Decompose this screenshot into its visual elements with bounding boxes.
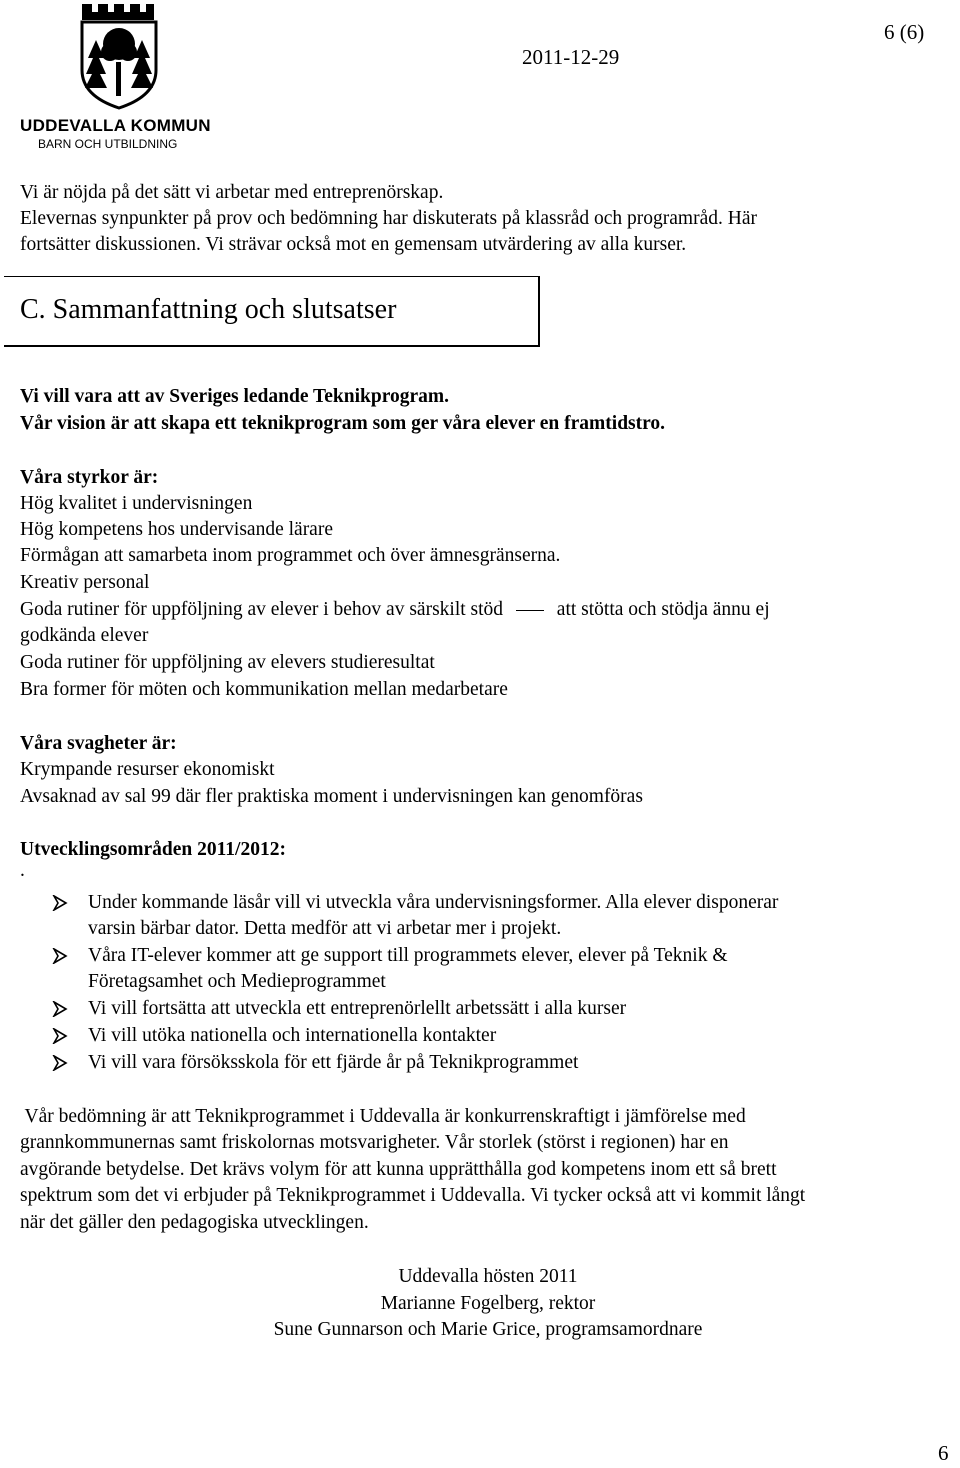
coat-of-arms-logo: [76, 0, 160, 112]
signature-line: Uddevalla hösten 2011: [398, 1266, 578, 1287]
intro-line-2: Elevernas synpunkter på prov och bedömning har diskuterats på klassråd och programråd. Här: [20, 208, 757, 229]
vision-line-1: Vi vill vara att av Sveriges ledande Teknikprogram.: [20, 386, 450, 407]
assessment-line: spektrum som det vi erbjuder på Teknikprogrammet i Uddevalla. Vi tycker också att vi kommit långt: [20, 1185, 806, 1206]
intro-line-3: fortsätter diskussionen. Vi strävar också mot en gemensam utvärdering av alla kurser.: [20, 234, 687, 255]
development-bullet-line: Vi vill utöka nationella och internationella kontakter: [88, 1025, 497, 1046]
development-bullet-line: Vi vill fortsätta att utveckla ett entreprenörlellt arbetssätt i alla kurser: [88, 998, 627, 1019]
strength-item: Goda rutiner för uppföljning av elevers studieresultat: [20, 652, 435, 673]
development-bullet-line: varsin bärbar dator. Detta medför att vi arbetar mer i projekt.: [88, 918, 562, 939]
weakness-item: Avsaknad av sal 99 där fler praktiska moment i undervisningen kan genomföras: [20, 786, 643, 807]
strength-item: Hög kvalitet i undervisningen: [20, 493, 253, 514]
section-heading: C. Sammanfattning och slutsatser: [20, 294, 397, 325]
assessment-line: grannkommunernas samt friskolornas motsvarigheter. Vår storlek (störst i regionen) har en: [20, 1132, 729, 1153]
signature-line: Sune Gunnarson och Marie Grice, programsamordnare: [273, 1319, 703, 1340]
section-heading-box: [4, 276, 540, 347]
document-date: 2011-12-29: [522, 45, 620, 69]
assessment-line: när det gäller den pedagogiska utvecklingen.: [20, 1212, 369, 1233]
strength-item: Kreativ personal: [20, 572, 150, 593]
footer-page-number: 6: [938, 1441, 949, 1465]
strength-item-support-line: [20, 597, 770, 623]
strength-item-part: att stötta och stödja ännu ej: [556, 599, 770, 620]
development-bullet-line: Våra IT-elever kommer att ge support till programmets elever, elever på Teknik &: [88, 945, 728, 966]
strength-item-part: Goda rutiner för uppföljning av elever i behov av särskilt stöd: [20, 599, 504, 620]
assessment-line: avgörande betydelse. Det krävs volym för att kunna upprätthålla god kompetens inom ett så brett: [20, 1159, 777, 1180]
vision-line-2: Vår vision är att skapa ett teknikprogram som ger våra elever en framtidstro.: [20, 413, 666, 434]
strength-item: godkända elever: [20, 625, 149, 646]
strength-item: Hög kompetens hos undervisande lärare: [20, 519, 333, 540]
intro-line-1: Vi är nöjda på det sätt vi arbetar med entreprenörskap.: [20, 182, 444, 203]
weakness-item: Krympande resurser ekonomiskt: [20, 759, 275, 780]
development-bullet-line: Företagsamhet och Medieprogrammet: [88, 971, 386, 992]
development-heading: Utvecklingsområden 2011/2012:: [20, 839, 286, 860]
arrow-bullet-icon: [52, 1001, 68, 1017]
strength-item: Bra former för möten och kommunikation mellan medarbetare: [20, 679, 508, 700]
strengths-heading: Våra styrkor är:: [20, 467, 159, 488]
strength-item: Förmågan att samarbeta inom programmet och över ämnesgränserna.: [20, 545, 561, 566]
arrow-bullet-icon: [52, 895, 68, 911]
arrow-bullet-icon: [52, 948, 68, 964]
dept-name: BARN OCH UTBILDNING: [38, 137, 178, 151]
org-name: UDDEVALLA KOMMUN: [20, 116, 211, 135]
em-dash-rule: [516, 610, 544, 611]
arrow-bullet-icon: [52, 1055, 68, 1071]
development-bullet-line: Vi vill vara försöksskola för ett fjärde år på Teknikprogrammet: [88, 1052, 579, 1073]
arrow-bullet-icon: [52, 1028, 68, 1044]
page-indicator: 6 (6): [884, 20, 925, 44]
weaknesses-heading: Våra svagheter är:: [20, 733, 177, 754]
development-bullet-line: Under kommande läsår vill vi utveckla våra undervisningsformer. Alla elever disponerar: [88, 892, 779, 913]
development-dot: .: [20, 860, 25, 881]
assessment-line: Vår bedömning är att Teknikprogrammet i Uddevalla är konkurrenskraftigt i jämförelse med: [20, 1106, 746, 1127]
signature-line: Marianne Fogelberg, rektor: [380, 1293, 596, 1314]
